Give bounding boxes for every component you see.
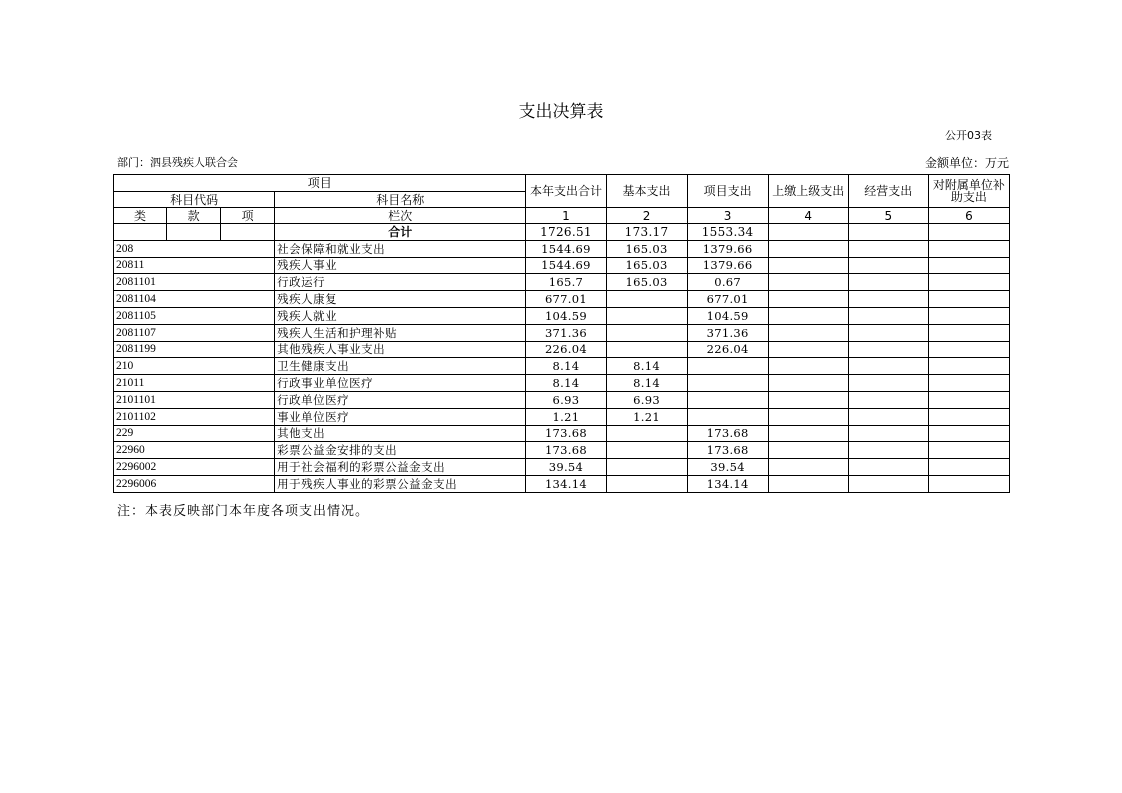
table-row bbox=[114, 425, 1010, 442]
header-col-5: 经营支出 bbox=[848, 175, 928, 208]
amount-cell: 8.14 bbox=[526, 358, 606, 375]
col-number-2: 2 bbox=[606, 208, 687, 224]
table-row bbox=[114, 358, 1010, 375]
header-code: 科目代码 bbox=[114, 192, 275, 208]
amount-cell: 1544.69 bbox=[526, 257, 606, 274]
subject-code: 2081104 bbox=[114, 291, 275, 308]
amount-cell bbox=[928, 257, 1009, 274]
header-kuan: 款 bbox=[167, 208, 221, 224]
amount-unit-label: 金额单位：万元 bbox=[924, 156, 1009, 170]
subject-name: 社会保障和就业支出 bbox=[275, 240, 526, 257]
amount-cell bbox=[848, 274, 928, 291]
header-col-4: 上缴上级支出 bbox=[768, 175, 848, 208]
total-empty-cell bbox=[114, 224, 167, 241]
total-value bbox=[928, 224, 1009, 241]
header-col-1: 本年支出合计 bbox=[526, 175, 606, 208]
amount-cell: 173.68 bbox=[687, 442, 768, 459]
amount-cell bbox=[848, 341, 928, 358]
amount-cell bbox=[768, 240, 848, 257]
amount-cell: 173.68 bbox=[526, 442, 606, 459]
amount-cell bbox=[928, 408, 1009, 425]
amount-cell bbox=[928, 307, 1009, 324]
header-lanci: 栏次 bbox=[275, 208, 526, 224]
amount-cell: 1379.66 bbox=[687, 240, 768, 257]
subject-code: 2081105 bbox=[114, 307, 275, 324]
amount-cell: 165.03 bbox=[606, 257, 687, 274]
amount-cell: 371.36 bbox=[687, 324, 768, 341]
amount-cell bbox=[687, 408, 768, 425]
amount-cell: 39.54 bbox=[526, 459, 606, 476]
table-row bbox=[114, 408, 1010, 425]
amount-cell bbox=[687, 358, 768, 375]
col-number-4: 4 bbox=[768, 208, 848, 224]
subject-name: 卫生健康支出 bbox=[275, 358, 526, 375]
amount-cell bbox=[848, 324, 928, 341]
page-title: 支出决算表 bbox=[518, 102, 604, 122]
amount-cell bbox=[768, 391, 848, 408]
table-row bbox=[114, 391, 1010, 408]
amount-cell bbox=[606, 307, 687, 324]
subject-name: 其他残疾人事业支出 bbox=[275, 341, 526, 358]
subject-code: 2296006 bbox=[114, 475, 275, 492]
total-empty-cell bbox=[167, 224, 221, 241]
amount-cell bbox=[606, 425, 687, 442]
subject-code: 210 bbox=[114, 358, 275, 375]
amount-cell: 134.14 bbox=[687, 475, 768, 492]
amount-cell bbox=[848, 240, 928, 257]
amount-cell bbox=[848, 291, 928, 308]
amount-cell: 677.01 bbox=[526, 291, 606, 308]
table-row bbox=[114, 307, 1010, 324]
amount-cell: 39.54 bbox=[687, 459, 768, 476]
total-label: 合计 bbox=[275, 224, 526, 241]
amount-cell: 677.01 bbox=[687, 291, 768, 308]
amount-cell bbox=[928, 459, 1009, 476]
amount-cell bbox=[687, 391, 768, 408]
table-row bbox=[114, 324, 1010, 341]
amount-cell bbox=[848, 375, 928, 392]
amount-cell bbox=[928, 358, 1009, 375]
header-item: 项目 bbox=[114, 175, 526, 192]
subject-name: 残疾人生活和护理补贴 bbox=[275, 324, 526, 341]
subject-name: 行政事业单位医疗 bbox=[275, 375, 526, 392]
amount-cell: 165.7 bbox=[526, 274, 606, 291]
header-col-3: 项目支出 bbox=[687, 175, 768, 208]
amount-cell bbox=[848, 257, 928, 274]
amount-cell: 1.21 bbox=[526, 408, 606, 425]
total-empty-cell bbox=[221, 224, 275, 241]
amount-cell bbox=[928, 274, 1009, 291]
amount-cell bbox=[606, 324, 687, 341]
subject-code: 2081107 bbox=[114, 324, 275, 341]
amount-cell bbox=[768, 274, 848, 291]
table-row bbox=[114, 274, 1010, 291]
header-lei: 类 bbox=[114, 208, 167, 224]
amount-cell: 8.14 bbox=[606, 375, 687, 392]
amount-cell: 165.03 bbox=[606, 240, 687, 257]
amount-cell bbox=[848, 442, 928, 459]
subject-code: 208 bbox=[114, 240, 275, 257]
amount-cell: 104.59 bbox=[526, 307, 606, 324]
subject-name: 行政单位医疗 bbox=[275, 391, 526, 408]
amount-cell bbox=[768, 475, 848, 492]
amount-cell bbox=[928, 425, 1009, 442]
subject-code: 2081101 bbox=[114, 274, 275, 291]
subject-name: 彩票公益金安排的支出 bbox=[275, 442, 526, 459]
amount-cell bbox=[606, 442, 687, 459]
footnote: 注：本表反映部门本年度各项支出情况。 bbox=[117, 504, 370, 519]
amount-cell bbox=[848, 358, 928, 375]
table-row bbox=[114, 475, 1010, 492]
amount-cell bbox=[848, 391, 928, 408]
amount-cell bbox=[928, 375, 1009, 392]
header-col-6: 对附属单位补助支出 bbox=[928, 175, 1009, 208]
col-number-3: 3 bbox=[687, 208, 768, 224]
amount-cell: 226.04 bbox=[526, 341, 606, 358]
subject-name: 行政运行 bbox=[275, 274, 526, 291]
amount-cell bbox=[928, 291, 1009, 308]
amount-cell bbox=[928, 341, 1009, 358]
table-row bbox=[114, 442, 1010, 459]
table-row bbox=[114, 459, 1010, 476]
subject-code: 2101101 bbox=[114, 391, 275, 408]
subject-code: 21011 bbox=[114, 375, 275, 392]
subject-code: 22960 bbox=[114, 442, 275, 459]
subject-name: 残疾人事业 bbox=[275, 257, 526, 274]
subject-code: 2296002 bbox=[114, 459, 275, 476]
amount-cell bbox=[606, 291, 687, 308]
col-number-1: 1 bbox=[526, 208, 606, 224]
table-row bbox=[114, 341, 1010, 358]
amount-cell: 8.14 bbox=[606, 358, 687, 375]
amount-cell bbox=[768, 307, 848, 324]
amount-cell bbox=[848, 408, 928, 425]
amount-cell: 0.67 bbox=[687, 274, 768, 291]
subject-code: 2101102 bbox=[114, 408, 275, 425]
subject-code: 20811 bbox=[114, 257, 275, 274]
expenditure-table bbox=[113, 174, 1010, 493]
total-value bbox=[848, 224, 928, 241]
table-row bbox=[114, 291, 1010, 308]
amount-cell bbox=[928, 324, 1009, 341]
amount-cell bbox=[606, 475, 687, 492]
amount-cell bbox=[687, 375, 768, 392]
amount-cell: 1.21 bbox=[606, 408, 687, 425]
amount-cell bbox=[606, 459, 687, 476]
total-value: 1726.51 bbox=[526, 224, 606, 241]
amount-cell: 371.36 bbox=[526, 324, 606, 341]
amount-cell: 1544.69 bbox=[526, 240, 606, 257]
department-label: 部门：泗县残疾人联合会 bbox=[117, 156, 238, 169]
header-xiang: 项 bbox=[221, 208, 275, 224]
amount-cell bbox=[848, 459, 928, 476]
amount-cell: 6.93 bbox=[526, 391, 606, 408]
total-value: 1553.34 bbox=[687, 224, 768, 241]
amount-cell bbox=[928, 475, 1009, 492]
subject-name: 用于残疾人事业的彩票公益金支出 bbox=[275, 475, 526, 492]
total-value bbox=[768, 224, 848, 241]
col-number-5: 5 bbox=[848, 208, 928, 224]
amount-cell bbox=[848, 475, 928, 492]
amount-cell bbox=[848, 425, 928, 442]
amount-cell: 8.14 bbox=[526, 375, 606, 392]
amount-cell bbox=[928, 240, 1009, 257]
table-row bbox=[114, 257, 1010, 274]
total-row bbox=[114, 224, 1010, 241]
amount-cell bbox=[768, 341, 848, 358]
col-number-6: 6 bbox=[928, 208, 1009, 224]
amount-cell bbox=[928, 391, 1009, 408]
form-number: 公开03表 bbox=[945, 129, 992, 142]
amount-cell: 173.68 bbox=[687, 425, 768, 442]
amount-cell: 226.04 bbox=[687, 341, 768, 358]
amount-cell bbox=[768, 425, 848, 442]
table-row bbox=[114, 375, 1010, 392]
amount-cell: 6.93 bbox=[606, 391, 687, 408]
amount-cell bbox=[768, 257, 848, 274]
amount-cell: 173.68 bbox=[526, 425, 606, 442]
subject-name: 其他支出 bbox=[275, 425, 526, 442]
header-name: 科目名称 bbox=[275, 192, 526, 208]
amount-cell: 1379.66 bbox=[687, 257, 768, 274]
subject-code: 2081199 bbox=[114, 341, 275, 358]
amount-cell bbox=[848, 307, 928, 324]
subject-name: 残疾人康复 bbox=[275, 291, 526, 308]
amount-cell: 134.14 bbox=[526, 475, 606, 492]
total-value: 173.17 bbox=[606, 224, 687, 241]
amount-cell bbox=[928, 442, 1009, 459]
amount-cell bbox=[768, 459, 848, 476]
amount-cell bbox=[768, 375, 848, 392]
subject-name: 事业单位医疗 bbox=[275, 408, 526, 425]
amount-cell bbox=[768, 358, 848, 375]
amount-cell bbox=[606, 341, 687, 358]
header-col-2: 基本支出 bbox=[606, 175, 687, 208]
amount-cell bbox=[768, 442, 848, 459]
amount-cell: 104.59 bbox=[687, 307, 768, 324]
subject-code: 229 bbox=[114, 425, 275, 442]
amount-cell bbox=[768, 291, 848, 308]
table-row bbox=[114, 240, 1010, 257]
amount-cell bbox=[768, 324, 848, 341]
subject-name: 用于社会福利的彩票公益金支出 bbox=[275, 459, 526, 476]
subject-name: 残疾人就业 bbox=[275, 307, 526, 324]
amount-cell: 165.03 bbox=[606, 274, 687, 291]
amount-cell bbox=[768, 408, 848, 425]
